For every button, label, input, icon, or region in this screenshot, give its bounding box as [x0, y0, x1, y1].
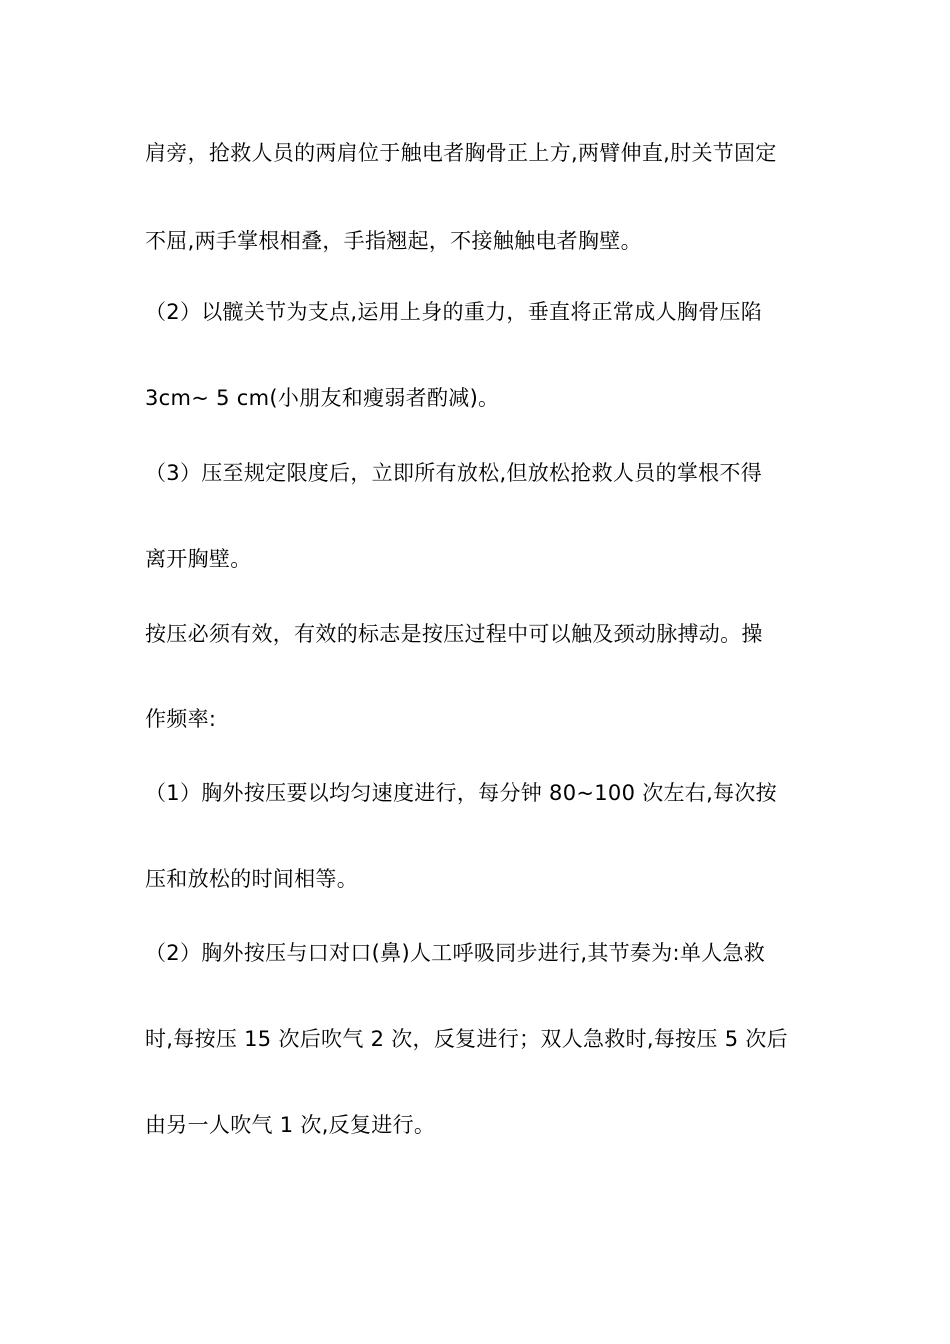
- text-line: 作频率:: [145, 707, 217, 731]
- text-line: （2）胸外按压与口对口(鼻)人工呼吸同步进行,其节奏为:单人急救: [145, 941, 766, 965]
- text-line: 压和放松的时间相等。: [145, 867, 358, 891]
- text-line: 离开胸壁。: [145, 547, 252, 571]
- text-line: 不屈,两手掌根相叠，手指翘起，不接触触电者胸壁。: [145, 229, 642, 253]
- text-line: 由另一人吹气 1 次,反复进行。: [145, 1113, 436, 1137]
- text-line: （2）以髋关节为支点,运用上身的重力，垂直将正常成人胸骨压陷: [145, 300, 763, 324]
- text-line: 肩旁，抢救人员的两肩位于触电者胸骨正上方,两臂伸直,肘关节固定: [145, 141, 777, 165]
- text-line: （1）胸外按压要以均匀速度进行，每分钟 80~100 次左右,每次按: [145, 781, 777, 805]
- text-line: 按压必须有效，有效的标志是按压过程中可以触及颈动脉搏动。操: [145, 622, 763, 646]
- text-line: 3cm~ 5 cm(小朋友和瘦弱者酌减)。: [145, 386, 500, 410]
- text-line: （3）压至规定限度后，立即所有放松,但放松抢救人员的掌根不得: [145, 461, 763, 485]
- text-line: 时,每按压 15 次后吹气 2 次，反复进行；双人急救时,每按压 5 次后: [145, 1027, 788, 1051]
